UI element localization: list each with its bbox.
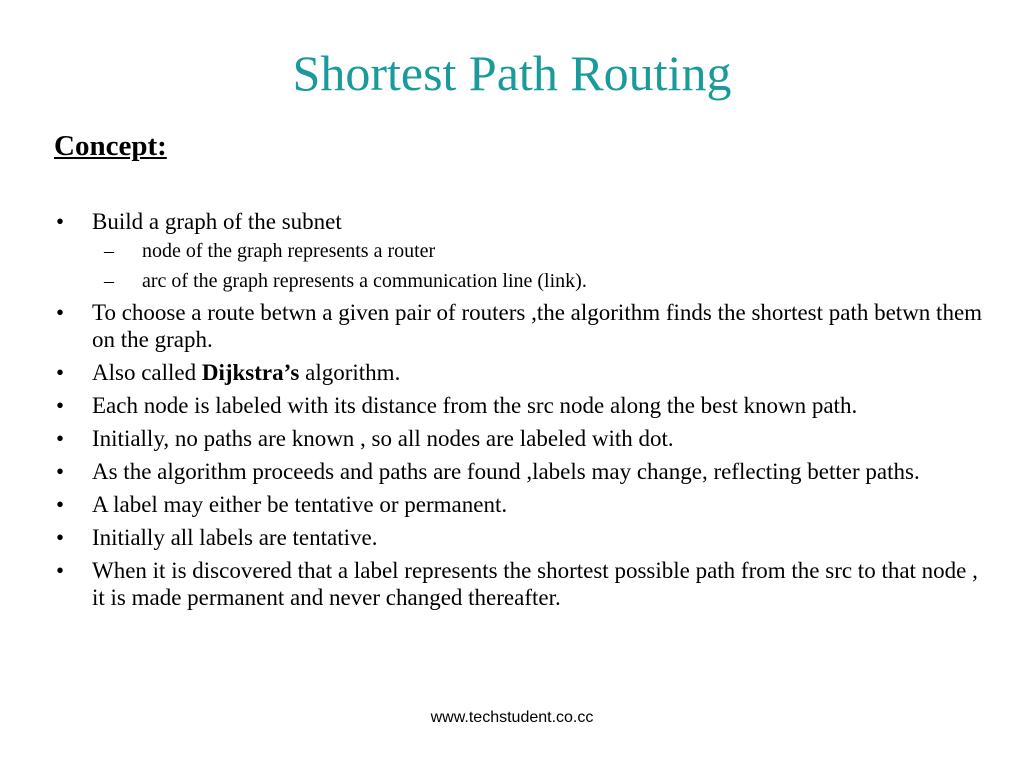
footer-url: www.techstudent.co.cc (430, 709, 594, 726)
slide-title: Shortest Path Routing (292, 45, 732, 101)
bullet-marker: • (56, 492, 65, 517)
bullet-item (0, 359, 1024, 386)
sub-bullet-text: node of the graph represents a router (142, 240, 436, 262)
bullet-text-bold: Dijkstra’s (201, 360, 300, 385)
bullet-item (0, 208, 1024, 235)
bullet-marker: • (56, 300, 65, 325)
bullet-marker: • (56, 209, 65, 234)
bullet-item (0, 557, 1024, 611)
bullet-text: Build a graph of the subnet (92, 209, 342, 234)
section-heading: Concept: (54, 130, 167, 162)
bullet-item (0, 299, 1024, 353)
bullet-item (0, 392, 1024, 419)
bullet-text-suffix: algorithm. (299, 360, 401, 385)
bullet-item (0, 458, 1024, 485)
bullet-text: As the algorithm proceeds and paths are found ,labels may change, reflecting better paths. (92, 459, 920, 484)
bullet-marker: • (56, 558, 65, 583)
bullet-text: Initially, no paths are known , so all nodes are labeled with dot. (92, 426, 674, 451)
sub-bullet-text: arc of the graph represents a communication line (link). (142, 270, 587, 292)
bullet-marker: • (56, 459, 65, 484)
sub-bullet-item (0, 269, 1024, 294)
bullet-marker: • (56, 393, 65, 418)
bullet-text: When it is discovered that a label represents the shortest possible path from the src to that node , it is made permanent and never changed thereafter. (92, 558, 978, 610)
sub-bullet-item (0, 239, 1024, 264)
bullet-list (0, 208, 1024, 617)
bullet-text: Initially all labels are tentative. (92, 525, 378, 550)
sub-bullet-marker: – (104, 240, 114, 262)
bullet-marker: • (56, 525, 65, 550)
bullet-item (0, 524, 1024, 551)
bullet-text: To choose a route betwn a given pair of routers ,the algorithm finds the shortest path betwn them on the graph. (92, 300, 983, 352)
bullet-text-prefix: Also called (92, 360, 202, 385)
bullet-marker: • (56, 426, 65, 451)
bullet-marker: • (56, 360, 65, 385)
bullet-text: A label may either be tentative or permanent. (92, 492, 508, 517)
bullet-text: Each node is labeled with its distance from the src node along the best known path. (92, 393, 858, 418)
bullet-item (0, 425, 1024, 452)
sub-bullet-marker: – (104, 270, 114, 292)
bullet-item (0, 491, 1024, 518)
